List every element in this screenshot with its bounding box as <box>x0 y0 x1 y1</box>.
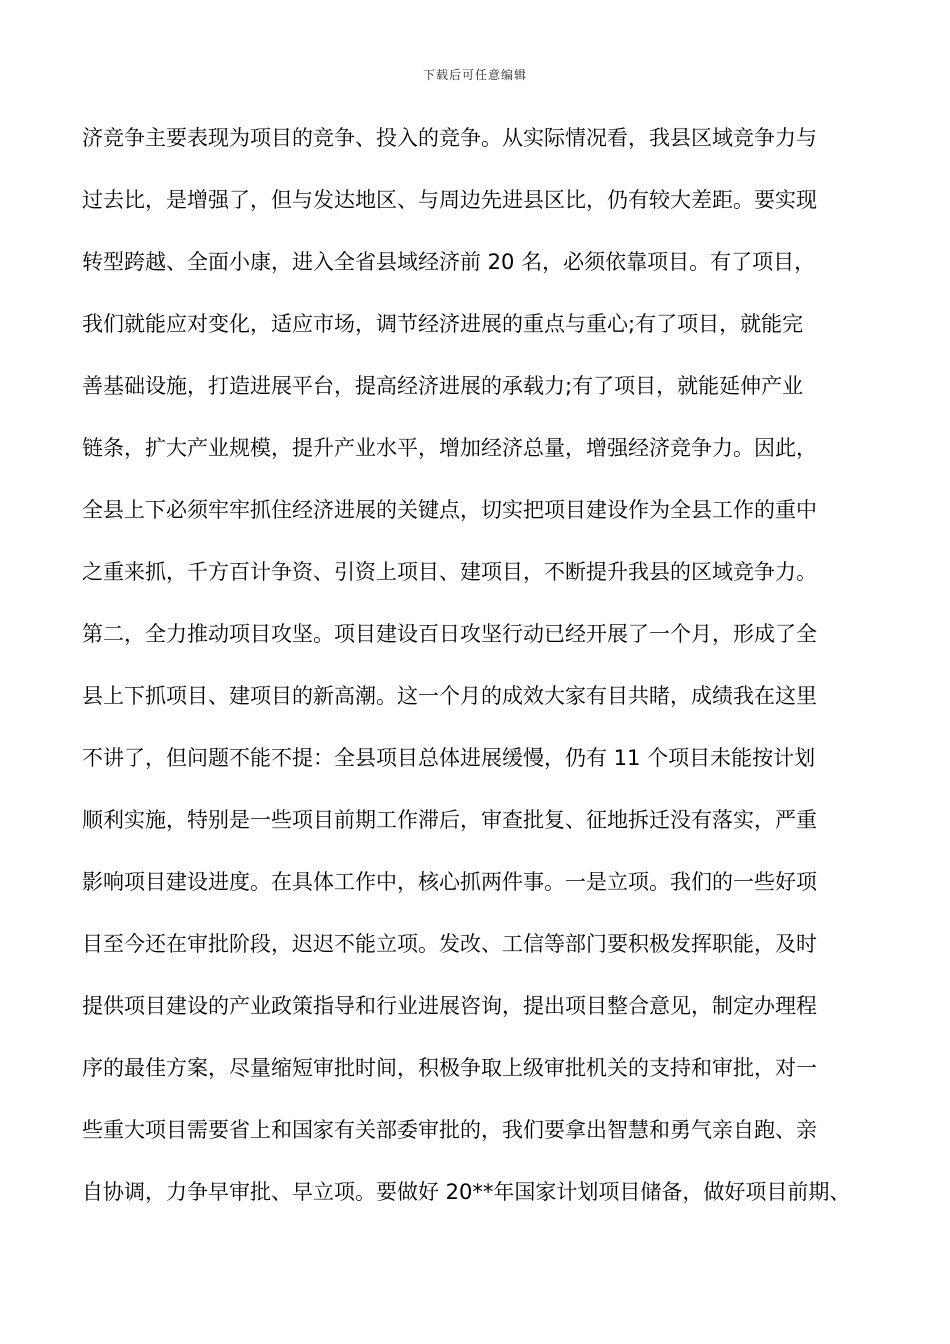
text-line: 济竞争主要表现为项目的竞争、投入的竞争。从实际情况看，我县区域竞争力与 <box>82 126 817 150</box>
text-line: 顺利实施，特别是一些项目前期工作滞后，审查批复、征地拆迁没有落实，严重 <box>82 808 817 832</box>
text-line: 转型跨越、全面小康，进入全省县域经济前 20 名，必须依靠项目。有了项目， <box>82 250 816 274</box>
text-line: 序的最佳方案，尽量缩短审批时间，积极争取上级审批机关的支持和审批，对一 <box>82 1056 817 1080</box>
text-line: 影响项目建设进度。在具体工作中，核心抓两件事。一是立项。我们的一些好项 <box>82 870 817 894</box>
text-line: 我们就能应对变化，适应市场，调节经济进展的重点与重心;有了项目，就能完 <box>82 312 804 336</box>
text-line: 之重来抓，千方百计争资、引资上项目、建项目，不断提升我县的区域竞争力。 <box>82 560 817 584</box>
text-line: 自协调，力争早审批、早立项。要做好 20**年国家计划项目储备，做好项目前期、 <box>82 1180 851 1204</box>
text-line: 全县上下必须牢牢抓住经济进展的关键点，切实把项目建设作为全县工作的重中 <box>82 498 817 522</box>
text-line: 县上下抓项目、建项目的新高潮。这一个月的成效大家有目共睹，成绩我在这里 <box>82 684 817 708</box>
text-line: 过去比，是增强了，但与发达地区、与周边先进县区比，仍有较大差距。要实现 <box>82 188 817 212</box>
text-line: 目至今还在审批阶段，迟迟不能立项。发改、工信等部门要积极发挥职能，及时 <box>82 932 817 956</box>
text-line: 链条，扩大产业规模，提升产业水平，增加经济总量，增强经济竞争力。因此， <box>82 436 817 460</box>
text-line: 些重大项目需要省上和国家有关部委审批的，我们要拿出智慧和勇气亲自跑、亲 <box>82 1118 817 1142</box>
document-body <box>82 118 882 1234</box>
text-line: 第二，全力推动项目攻坚。项目建设百日攻坚行动已经开展了一个月，形成了全 <box>82 622 817 646</box>
text-line: 提供项目建设的产业政策指导和行业进展咨询，提出项目整合意见，制定办理程 <box>82 994 817 1018</box>
download-note: 下载后可任意编辑 <box>422 68 527 82</box>
text-line: 不讲了，但问题不能不提：全县项目总体进展缓慢，仍有 11 个项目未能按计划 <box>82 746 816 770</box>
text-line: 善基础设施，打造进展平台，提高经济进展的承载力;有了项目，就能延伸产业 <box>82 374 804 398</box>
